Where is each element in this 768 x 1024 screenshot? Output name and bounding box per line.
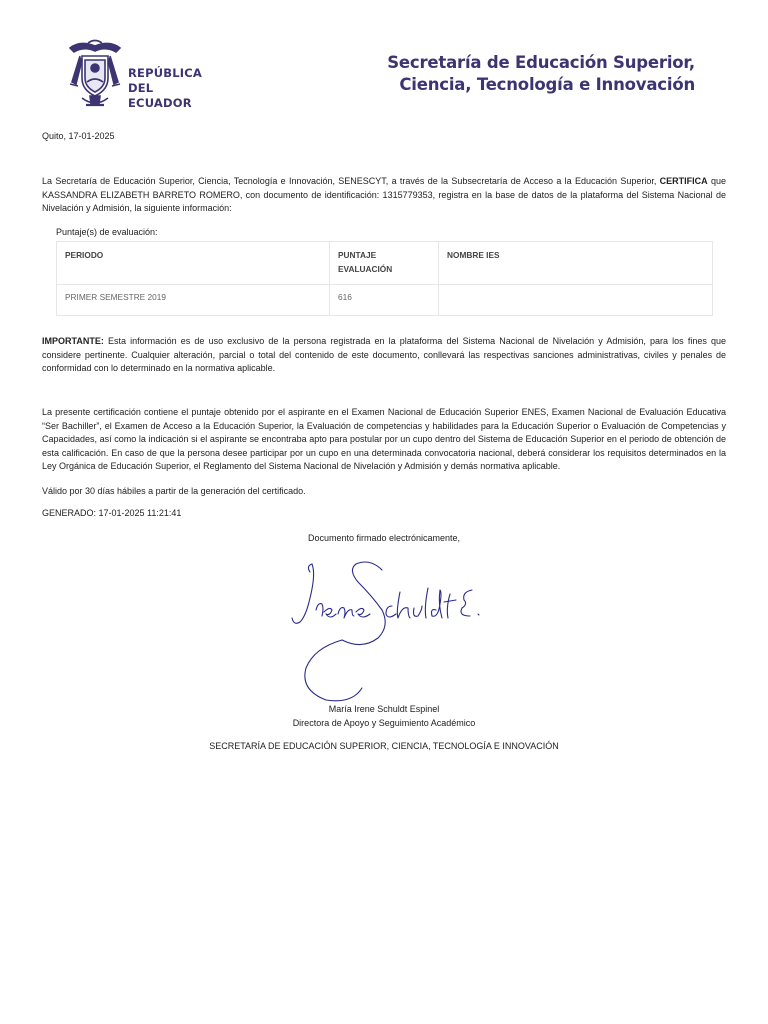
institution-title-line-1: Secretaría de Educación Superior,	[387, 53, 695, 72]
column-header-nombre-ies: NOMBRE IES	[439, 242, 713, 285]
intro-paragraph	[42, 175, 726, 216]
scores-table	[56, 241, 713, 316]
electronic-signature-note: Documento firmado electrónicamente,	[307, 533, 461, 543]
signer-name: María Irene Schuldt Espinel	[328, 704, 440, 714]
certifica-keyword: CERTIFICA	[659, 176, 708, 186]
table-row	[57, 285, 713, 316]
ecuador-logo	[66, 38, 216, 110]
document-date: Quito, 17-01-2025	[42, 131, 115, 141]
cell-puntaje: 616	[330, 285, 439, 316]
institution-title	[387, 52, 695, 96]
intro-part-2: que KASSANDRA ELIZABETH BARRETO ROMERO, con documento de identificación: 1315779353, registra en la base de datos de la plataforma del Sistema Nacional de Nivelación y Admisión, la siguiente información:	[42, 176, 726, 214]
cell-periodo: PRIMER SEMESTRE 2019	[57, 285, 330, 316]
signer-role: Directora de Apoyo y Seguimiento Académico	[292, 718, 476, 728]
logo-line-2: DEL ECUADOR	[128, 81, 192, 110]
logo-line-1: REPÚBLICA	[128, 66, 202, 80]
column-header-puntaje: PUNTAJE EVALUACIÓN	[330, 242, 439, 285]
country-name	[128, 66, 216, 111]
coat-of-arms-icon	[66, 38, 124, 110]
handwritten-signature	[286, 556, 496, 706]
validity-note: Válido por 30 días hábiles a partir de la generación del certificado.	[42, 486, 306, 496]
cell-nombre-ies	[439, 285, 713, 316]
scores-label: Puntaje(s) de evaluación:	[56, 227, 158, 237]
column-header-periodo: PERIODO	[57, 242, 330, 285]
signer-institution: SECRETARÍA DE EDUCACIÓN SUPERIOR, CIENCIA, TECNOLOGÍA E INNOVACIÓN	[209, 741, 559, 751]
certification-paragraph: La presente certificación contiene el puntaje obtenido por el aspirante en el Examen Nacional de Educación Superior ENES, Examen Nacional de Evaluación Educativa “Ser Bachiller”, el Examen de Acceso a la Educación Superior, la Evaluación de competencias y habilidades para la Educación Superior o Evaluación de Competencias y Capacidades, así como la indicación si el aspirante se encontraba apto para postular por un cupo dentro del Sistema de Educación Superior en el periodo de obtención de esta calificación. En caso de que la persona desee participar por un cupo en una determinada convocatoria nacional, deberá considerar los requisitos determinados en la Ley Orgánica de Educación Superior, el Reglamento del Sistema Nacional de Nivelación y Admisión y demás normativa aplicable.	[42, 407, 726, 472]
intro-part-1: La Secretaría de Educación Superior, Ciencia, Tecnología e Innovación, SENESCYT, a través de la Subsecretaría de Acceso a la Educación Superior,	[42, 176, 660, 186]
institution-title-line-2: Ciencia, Tecnología e Innovación	[399, 75, 695, 94]
important-text: Esta información es de uso exclusivo de la persona registrada en la plataforma del Sistema Nacional de Nivelación y Admisión, para los fines que considere pertinente. Cualquier alteración, parcial o total del contenido de este documento, conllevará las respectivas sanciones administrativas, civiles y penales de conformidad con lo determinado en la normativa aplicable.	[42, 336, 726, 374]
generated-timestamp: GENERADO: 17-01-2025 11:21:41	[42, 508, 182, 518]
important-label: IMPORTANTE:	[42, 336, 104, 346]
important-notice	[42, 335, 726, 376]
table-header-row	[57, 242, 713, 285]
